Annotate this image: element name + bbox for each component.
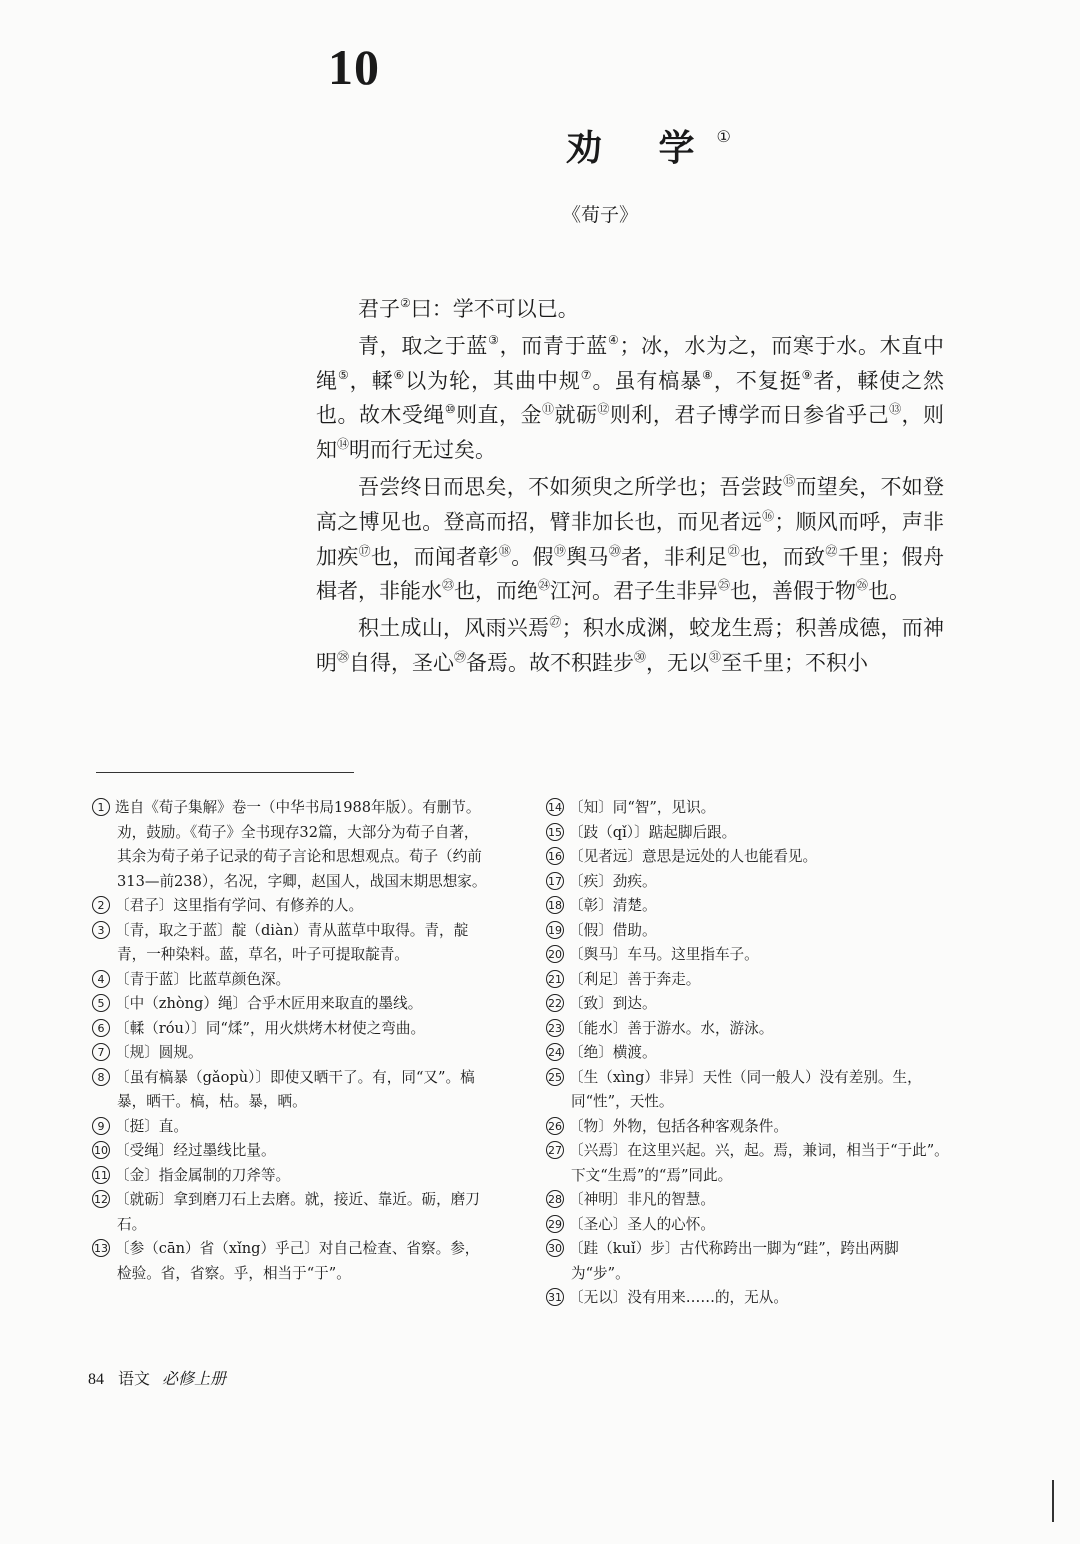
book-label: 必修上册: [162, 1369, 227, 1388]
footnote: [546, 1213, 956, 1238]
footnote-text: 〔輮（róu）〕同“煣”，用火烘烤木材使之弯曲。: [115, 1019, 426, 1037]
body-paragraph: 君子②曰：学不可以已。: [358, 296, 579, 321]
footnote-number: 19: [546, 921, 564, 939]
footnote: [546, 1188, 956, 1213]
footnote-text: 〔跂（qǐ）〕踮起脚后跟。: [569, 823, 737, 841]
footnote: [546, 870, 956, 895]
footnote-text: 〔生（xìng）非异〕天性（同一般人）没有差别。生，同“性”，天性。: [569, 1068, 922, 1110]
footnote-number: 30: [546, 1239, 564, 1257]
footnote-text: 〔规〕圆规。: [115, 1044, 203, 1061]
footnote-number: 17: [546, 872, 564, 890]
footnote-text: 〔能水〕善于游水。水，游泳。: [569, 1019, 774, 1037]
subject-label: 语文: [118, 1369, 151, 1388]
footnote-text: 〔物〕外物，包括各种客观条件。: [569, 1117, 788, 1135]
footnote-text: 〔跬（kuǐ）步〕古代称跨出一脚为“跬”，跨出两脚为“步”。: [569, 1240, 899, 1282]
source-label: 《荀子》: [562, 204, 639, 226]
footnote: [546, 1237, 956, 1286]
footnote-number: 18: [546, 896, 564, 914]
footnote-text: 〔圣心〕圣人的心怀。: [569, 1215, 715, 1233]
footnote-number: 26: [546, 1117, 564, 1135]
footnote-number: 16: [546, 847, 564, 865]
scan-edge-mark: [1052, 1480, 1054, 1522]
footnote: [546, 1041, 956, 1066]
footnote: [546, 821, 956, 846]
footnote-number: 13: [92, 1239, 110, 1257]
footnote: [92, 796, 492, 894]
title-text: 劝 学: [566, 127, 717, 169]
footnote-text: 〔就砺〕拿到磨刀石上去磨。就，接近、靠近。砺，磨刀石。: [115, 1191, 480, 1233]
footnote-text: 〔君子〕这里指有学问、有修养的人。: [115, 897, 364, 914]
footnote: [92, 919, 492, 968]
footnote-number: 7: [92, 1043, 110, 1061]
footnote-text: 〔绝〕横渡。: [569, 1044, 657, 1061]
footnote: [92, 1139, 492, 1164]
footnote: [92, 1017, 492, 1042]
footnote-text: 〔虽有槁暴（gǎopù）〕即使又晒干了。有，同“又”。槁暴，晒干。槁，枯。暴，晒。: [115, 1068, 475, 1110]
footnote-number: 10: [92, 1141, 110, 1159]
footnote-number: 29: [546, 1215, 564, 1233]
footnote: [546, 796, 956, 821]
footnote: [92, 1164, 492, 1189]
footnote-number: 6: [92, 1019, 110, 1037]
footnote-number: 28: [546, 1190, 564, 1208]
body-paragraph: 吾尝终日而思矣，不如须臾之所学也；吾尝跂⑮而望矣，不如登高之博见也。登高而招，臂非加长也，而见者远⑯；顺风而呼，声非加疾⑰也，而闻者彰⑱。假⑲舆马⑳者，非利足$^㉑$也，而致$^㉒$千里；假舟楫者，非能水$^㉓$也，而绝$^㉔$江河。君子生非异$^㉕$也，善假于物$^㉖$也。: [316, 473, 944, 604]
footnote: [546, 992, 956, 1017]
notes-right-column: [546, 796, 956, 1311]
footnote: [546, 1017, 956, 1042]
footnote: [546, 1066, 956, 1115]
footnote-number: 24: [546, 1043, 564, 1061]
footnote: [546, 919, 956, 944]
footnote-text: 选自《荀子集解》卷一（中华书局1988年版）。有删节。劝，鼓励。《荀子》全书现存32篇，大部分为荀子自著，其余为荀子弟子记录的荀子言论和思想观点。荀子（约前313—前238），名况，字卿，赵国人，战国末期思想家。: [115, 799, 487, 890]
footnote: [546, 1115, 956, 1140]
footnote-text: 〔中（zhòng）绳〕合乎木匠用来取直的墨线。: [115, 995, 423, 1012]
footnote-rule: [96, 772, 354, 773]
footnote-text: 〔知〕同“智”，见识。: [569, 799, 716, 816]
footnote-number: 2: [92, 896, 110, 914]
footnote-number: 31: [546, 1288, 564, 1306]
footnote-number: 11: [92, 1166, 110, 1184]
page-number: 84: [88, 1371, 104, 1388]
footnote-text: 〔青于蓝〕比蓝草颜色深。: [115, 970, 291, 988]
body-text: [316, 292, 944, 681]
footnote: [546, 894, 956, 919]
footnote-text: 〔青，取之于蓝〕靛（diàn）青从蓝草中取得。青，靛青，一种染料。蓝，草名，叶子可提取靛青。: [115, 921, 469, 963]
footnote: [92, 1066, 492, 1115]
footnote-number: 22: [546, 994, 564, 1012]
footnote: [92, 1041, 492, 1066]
footnote-text: 〔兴焉〕在这里兴起。兴，起。焉，兼词，相当于“于此”。下文“生焉”的“焉”同此。: [569, 1142, 949, 1184]
footnote-text: 〔神明〕非凡的智慧。: [569, 1191, 715, 1208]
footnote-number: 14: [546, 798, 564, 816]
footnote: [546, 845, 956, 870]
lesson-number: 10: [328, 39, 380, 95]
footnote: [546, 1139, 956, 1188]
footnote-text: 〔致〕到达。: [569, 995, 657, 1012]
footnote-number: 3: [92, 921, 110, 939]
footnote: [546, 943, 956, 968]
footnote-number: 9: [92, 1117, 110, 1135]
footnote-number: 20: [546, 945, 564, 963]
body-paragraph: 青，取之于蓝③，而青于蓝④；冰，水为之，而寒于水。木直中绳⑤，輮⑥以为轮，其曲中规⑦。虽有槁暴⑧，不复挺⑨者，輮使之然也。故木受绳⑩则直，金⑪就砺⑫则利，君子博学而日参省乎己⑬，则知⑭明而行无过矣。: [316, 332, 945, 463]
footnote: [92, 1188, 492, 1237]
footnote-number: 23: [546, 1019, 564, 1037]
footnote-text: 〔疾〕劲疾。: [569, 872, 657, 890]
footnote-number: 25: [546, 1068, 564, 1086]
footnote-text: 〔假〕借助。: [569, 921, 657, 939]
footnote: [92, 894, 492, 919]
footnote: [546, 968, 956, 993]
footnote: [92, 968, 492, 993]
footnote-number: 12: [92, 1190, 110, 1208]
body-paragraph: 积土成山，风雨兴焉$^㉗$；积水成渊，蛟龙生焉；积善成德，而神明$^㉘$自得，圣心$^㉙$备焉。故不积跬步$^㉚$，无以$^㉛$至千里；不积小: [316, 615, 944, 675]
notes-left-column: [92, 796, 492, 1286]
footnote-number: 8: [92, 1068, 110, 1086]
footnote-text: 〔挺〕直。: [115, 1117, 188, 1135]
footnote: [546, 1286, 956, 1311]
footnote-number: 27: [546, 1141, 564, 1159]
footnote: [92, 1237, 492, 1286]
footnote-text: 〔参（cān）省（xǐng）乎己〕对自己检查、省察。参，检验。省，省察。乎，相当于“于”。: [115, 1240, 480, 1282]
footnote: [92, 992, 492, 1017]
page-footer: [88, 1366, 226, 1389]
footnote-text: 〔彰〕清楚。: [569, 897, 657, 914]
footnote-number: 21: [546, 970, 564, 988]
lesson-title: [566, 120, 731, 171]
footnote-number: 15: [546, 823, 564, 841]
footnote-number: 1: [92, 798, 110, 816]
footnote-text: 〔无以〕没有用来……的，无从。: [569, 1289, 788, 1306]
title-note-ref: ①: [716, 127, 731, 146]
footnote-text: 〔利足〕善于奔走。: [569, 970, 701, 988]
footnote-text: 〔受绳〕经过墨线比量。: [115, 1142, 276, 1159]
footnote-text: 〔金〕指金属制的刀斧等。: [115, 1166, 291, 1184]
footnote-text: 〔见者远〕意思是远处的人也能看见。: [569, 848, 818, 865]
footnote-number: 4: [92, 970, 110, 988]
footnote-text: 〔舆马〕车马。这里指车子。: [569, 946, 759, 963]
footnote-number: 5: [92, 994, 110, 1012]
footnote: [92, 1115, 492, 1140]
